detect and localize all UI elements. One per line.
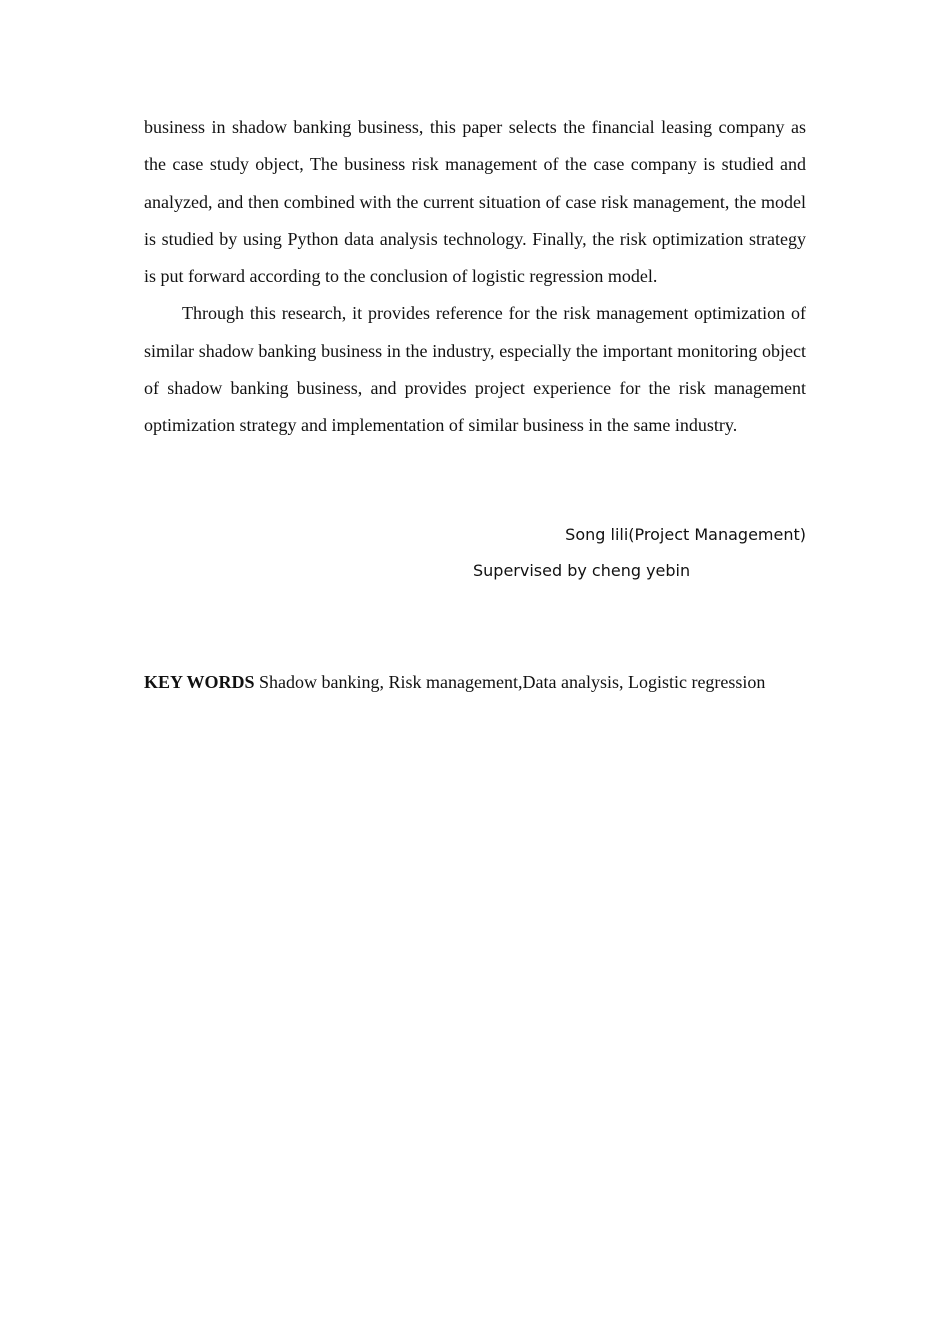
supervisor-name: Supervised by cheng yebin xyxy=(473,561,691,580)
abstract-paragraph-1: business in shadow banking business, this paper selects the financial leasing company as the case study object, The business risk management of the case company is studied and analyzed, and then combined with the current situation of case risk management, the model is studied by using Python data analysis technology. Finally, the risk optimization strategy is put forward according to the conclusion of logistic regression model. xyxy=(144,117,806,287)
abstract-body xyxy=(144,109,806,445)
keywords-line xyxy=(144,668,806,696)
keywords-label: KEY WORDS xyxy=(144,672,255,692)
keywords-text: Shadow banking, Risk management,Data analysis, Logistic regression xyxy=(259,672,766,692)
abstract-paragraph-2: Through this research, it provides reference for the risk management optimization of similar shadow banking business in the industry, especially the important monitoring object of shadow banking business, and provides project experience for the risk management optimization strategy and implementation of similar business in the same industry. xyxy=(144,303,806,436)
author-name: Song lili(Project Management) xyxy=(565,525,806,544)
